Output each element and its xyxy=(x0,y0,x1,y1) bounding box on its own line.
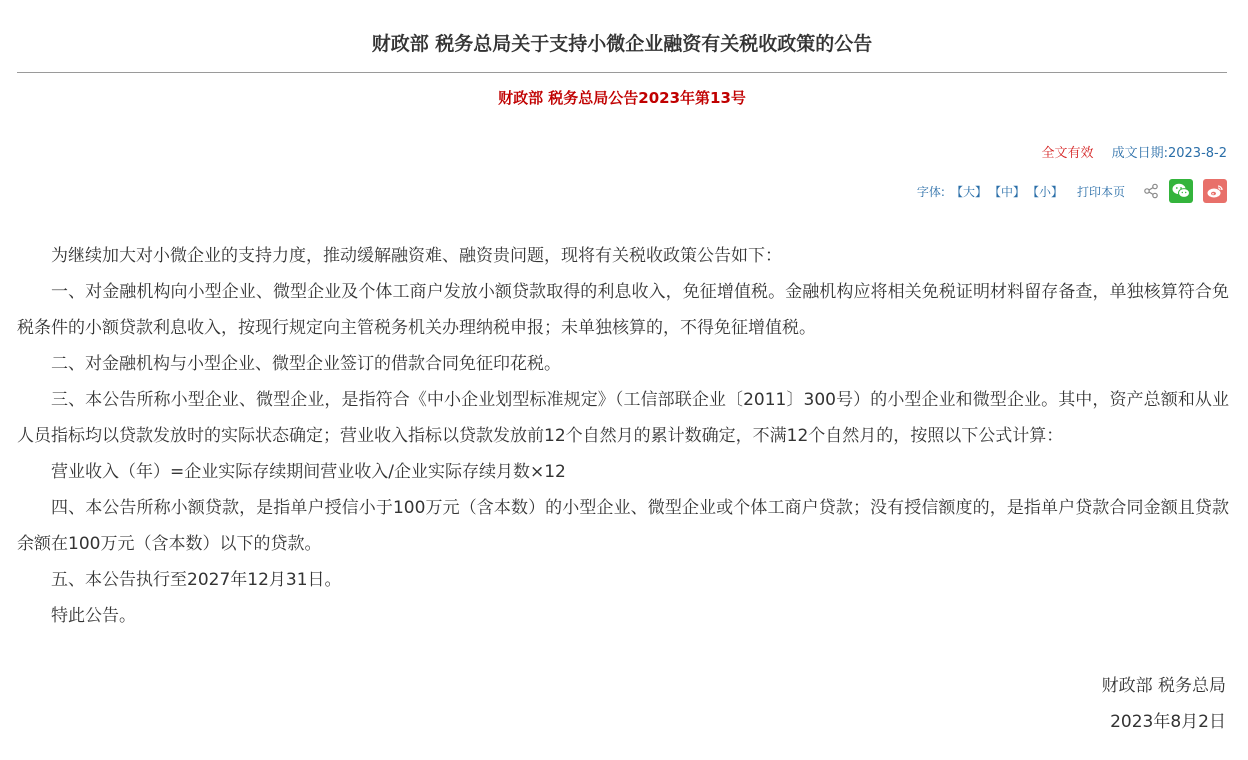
validity-status: 全文有效 xyxy=(1041,146,1094,161)
wechat-icon[interactable] xyxy=(1169,179,1193,203)
date-label: 成文日期: xyxy=(1111,146,1168,161)
body-paragraph: 一、对金融机构向小型企业、微型企业及个体工商户发放小额贷款取得的利息收入，免征增值税。金融机构应将相关免税证明材料留存备查，单独核算符合免税条件的小额贷款利息收入，按现行规定向主管税务机关办理纳税申报；未单独核算的，不得免征增值税。 xyxy=(17,282,1229,338)
issue-date: 2023年8月2日 xyxy=(1110,712,1226,732)
page-title: 财政部 税务总局关于支持小微企业融资有关税收政策的公告 xyxy=(371,33,873,55)
font-size-label: 字体: xyxy=(916,184,945,199)
page-toolbar xyxy=(917,177,1227,205)
print-page-button[interactable]: 打印本页 xyxy=(1076,184,1125,199)
date-value: 2023-8-2 xyxy=(1167,146,1227,161)
document-number: 财政部 税务总局公告2023年第13号 xyxy=(498,89,746,107)
formula-paragraph: 营业收入（年）=企业实际存续期间营业收入/企业实际存续月数×12 xyxy=(51,462,566,482)
title-divider xyxy=(17,72,1227,73)
body-paragraph: 三、本公告所称小型企业、微型企业，是指符合《中小企业划型标准规定》（工信部联企业〔2011〕300号）的小型企业和微型企业。其中，资产总额和从业人员指标均以贷款发放时的实际状态确定；营业收入指标以贷款发放前12个自然月的累计数确定，不满12个自然月的，按照以下公式计算： xyxy=(17,390,1229,446)
announcement-body xyxy=(17,238,1229,634)
font-medium-button[interactable]: 【中】 xyxy=(988,184,1025,199)
font-large-button[interactable]: 【大】 xyxy=(950,184,987,199)
body-paragraph: 四、本公告所称小额贷款，是指单户授信小于100万元（含本数）的小型企业、微型企业或个体工商户贷款；没有授信额度的，是指单户贷款合同金额且贷款余额在100万元（含本数）以下的贷款。 xyxy=(17,498,1229,554)
document-meta xyxy=(1041,144,1227,164)
issuer-name: 财政部 税务总局 xyxy=(1101,676,1226,696)
weibo-icon[interactable] xyxy=(1203,179,1227,203)
body-paragraph: 为继续加大对小微企业的支持力度，推动缓解融资难、融资贵问题，现将有关税收政策公告如下： xyxy=(51,246,782,266)
body-paragraph: 二、对金融机构与小型企业、微型企业签订的借款合同免征印花税。 xyxy=(51,354,561,374)
signature-block xyxy=(1102,668,1226,740)
body-paragraph: 五、本公告执行至2027年12月31日。 xyxy=(51,570,342,590)
font-small-button[interactable]: 【小】 xyxy=(1026,184,1063,199)
closing-paragraph: 特此公告。 xyxy=(51,606,136,626)
share-icon[interactable] xyxy=(1143,183,1159,199)
